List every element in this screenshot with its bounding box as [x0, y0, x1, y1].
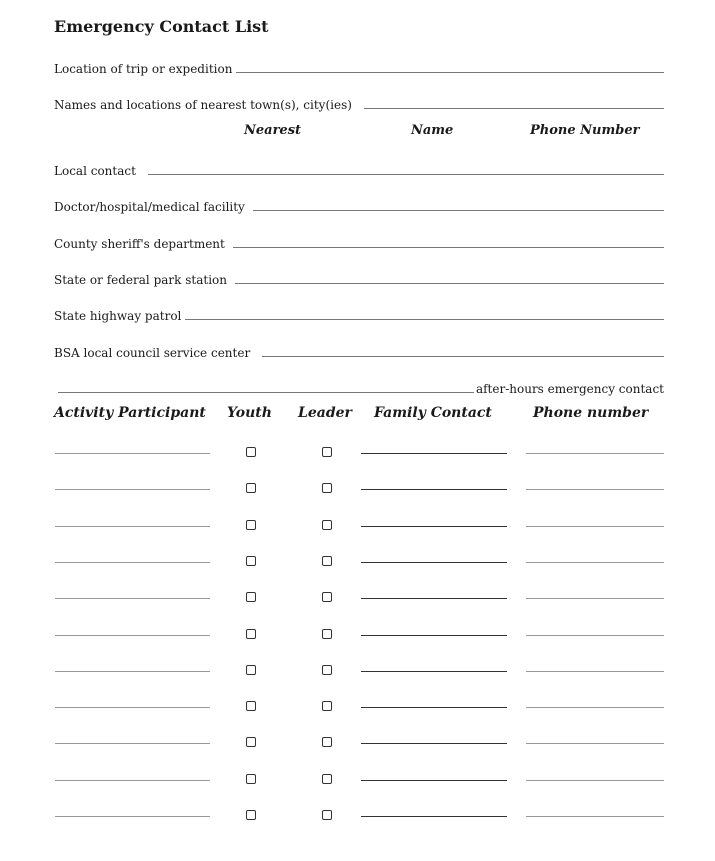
family-contact-field[interactable] — [361, 671, 507, 672]
participant-phone-field[interactable] — [526, 526, 664, 527]
participant-name-field[interactable] — [55, 635, 210, 636]
participant-phone-field[interactable] — [526, 707, 664, 708]
leader-checkbox[interactable] — [322, 665, 332, 675]
contact-field[interactable] — [253, 209, 664, 211]
contact-label: Doctor/hospital/medical facility — [54, 200, 245, 214]
youth-checkbox[interactable] — [246, 556, 256, 566]
participant-name-field[interactable] — [55, 526, 210, 527]
after-hours-field[interactable] — [58, 391, 474, 393]
leader-checkbox[interactable] — [322, 701, 332, 711]
header-youth: Youth — [227, 405, 272, 421]
participant-phone-field[interactable] — [526, 780, 664, 781]
family-contact-field[interactable] — [361, 635, 507, 636]
contact-label: County sheriff's department — [54, 237, 225, 251]
leader-checkbox[interactable] — [322, 483, 332, 493]
participant-row — [0, 769, 715, 789]
leader-checkbox[interactable] — [322, 447, 332, 457]
participant-name-field[interactable] — [55, 707, 210, 708]
leader-checkbox[interactable] — [322, 520, 332, 530]
youth-checkbox[interactable] — [246, 629, 256, 639]
family-contact-field[interactable] — [361, 453, 507, 454]
youth-checkbox[interactable] — [246, 701, 256, 711]
participant-row — [0, 515, 715, 535]
participant-name-field[interactable] — [55, 816, 210, 817]
participant-phone-field[interactable] — [526, 816, 664, 817]
trip-location-row — [54, 58, 664, 76]
participant-phone-field[interactable] — [526, 562, 664, 563]
contact-row-highway-patrol — [54, 305, 664, 323]
leader-checkbox[interactable] — [322, 592, 332, 602]
participant-row — [0, 732, 715, 752]
leader-checkbox[interactable] — [322, 774, 332, 784]
youth-checkbox[interactable] — [246, 737, 256, 747]
participant-phone-field[interactable] — [526, 635, 664, 636]
header-activity-participant: Activity Participant — [54, 405, 206, 421]
header-phone-number-participant: Phone number — [533, 405, 649, 421]
participant-row — [0, 696, 715, 716]
after-hours-row — [54, 378, 664, 396]
trip-location-label: Location of trip or expedition — [54, 62, 233, 76]
after-hours-label: after-hours emergency contact — [475, 382, 664, 396]
participant-name-field[interactable] — [55, 780, 210, 781]
contact-label: State or federal park station — [54, 273, 227, 287]
youth-checkbox[interactable] — [246, 665, 256, 675]
nearest-towns-field[interactable] — [364, 107, 664, 109]
participant-row — [0, 587, 715, 607]
contact-field[interactable] — [233, 246, 664, 248]
contact-row-doctor — [54, 196, 664, 214]
participant-phone-field[interactable] — [526, 743, 664, 744]
participant-phone-field[interactable] — [526, 671, 664, 672]
contact-label: Local contact — [54, 164, 136, 178]
participant-name-field[interactable] — [55, 671, 210, 672]
leader-checkbox[interactable] — [322, 737, 332, 747]
contact-field[interactable] — [185, 318, 664, 320]
family-contact-field[interactable] — [361, 780, 507, 781]
header-name: Name — [411, 123, 454, 138]
participant-phone-field[interactable] — [526, 489, 664, 490]
leader-checkbox[interactable] — [322, 629, 332, 639]
contact-field[interactable] — [148, 173, 664, 175]
contact-field[interactable] — [235, 282, 664, 284]
contact-field[interactable] — [262, 355, 664, 357]
participant-row — [0, 805, 715, 825]
family-contact-field[interactable] — [361, 707, 507, 708]
contact-row-park-station — [54, 269, 664, 287]
participant-row — [0, 624, 715, 644]
family-contact-field[interactable] — [361, 816, 507, 817]
participant-name-field[interactable] — [55, 562, 210, 563]
trip-location-field[interactable] — [236, 71, 664, 73]
family-contact-field[interactable] — [361, 562, 507, 563]
contact-label: State highway patrol — [54, 309, 182, 323]
participant-name-field[interactable] — [55, 489, 210, 490]
header-family-contact: Family Contact — [374, 405, 492, 421]
youth-checkbox[interactable] — [246, 447, 256, 457]
leader-checkbox[interactable] — [322, 810, 332, 820]
participant-row — [0, 551, 715, 571]
page-title: Emergency Contact List — [54, 17, 269, 36]
leader-checkbox[interactable] — [322, 556, 332, 566]
participant-row — [0, 660, 715, 680]
family-contact-field[interactable] — [361, 598, 507, 599]
youth-checkbox[interactable] — [246, 810, 256, 820]
header-leader: Leader — [298, 405, 352, 421]
youth-checkbox[interactable] — [246, 592, 256, 602]
youth-checkbox[interactable] — [246, 520, 256, 530]
youth-checkbox[interactable] — [246, 483, 256, 493]
youth-checkbox[interactable] — [246, 774, 256, 784]
contact-row-sheriff — [54, 233, 664, 251]
family-contact-field[interactable] — [361, 489, 507, 490]
participant-name-field[interactable] — [55, 453, 210, 454]
nearest-towns-row — [54, 94, 664, 112]
contact-label: BSA local council service center — [54, 346, 251, 360]
participant-phone-field[interactable] — [526, 598, 664, 599]
participant-row — [0, 442, 715, 462]
contact-row-bsa-council — [54, 342, 664, 360]
header-nearest: Nearest — [244, 123, 302, 138]
participant-name-field[interactable] — [55, 743, 210, 744]
header-phone-number: Phone Number — [530, 123, 640, 138]
nearest-towns-label: Names and locations of nearest town(s), city(ies) — [54, 98, 352, 112]
participant-row — [0, 478, 715, 498]
participant-name-field[interactable] — [55, 598, 210, 599]
family-contact-field[interactable] — [361, 526, 507, 527]
participant-phone-field[interactable] — [526, 453, 664, 454]
family-contact-field[interactable] — [361, 743, 507, 744]
contact-row-local — [54, 160, 664, 178]
